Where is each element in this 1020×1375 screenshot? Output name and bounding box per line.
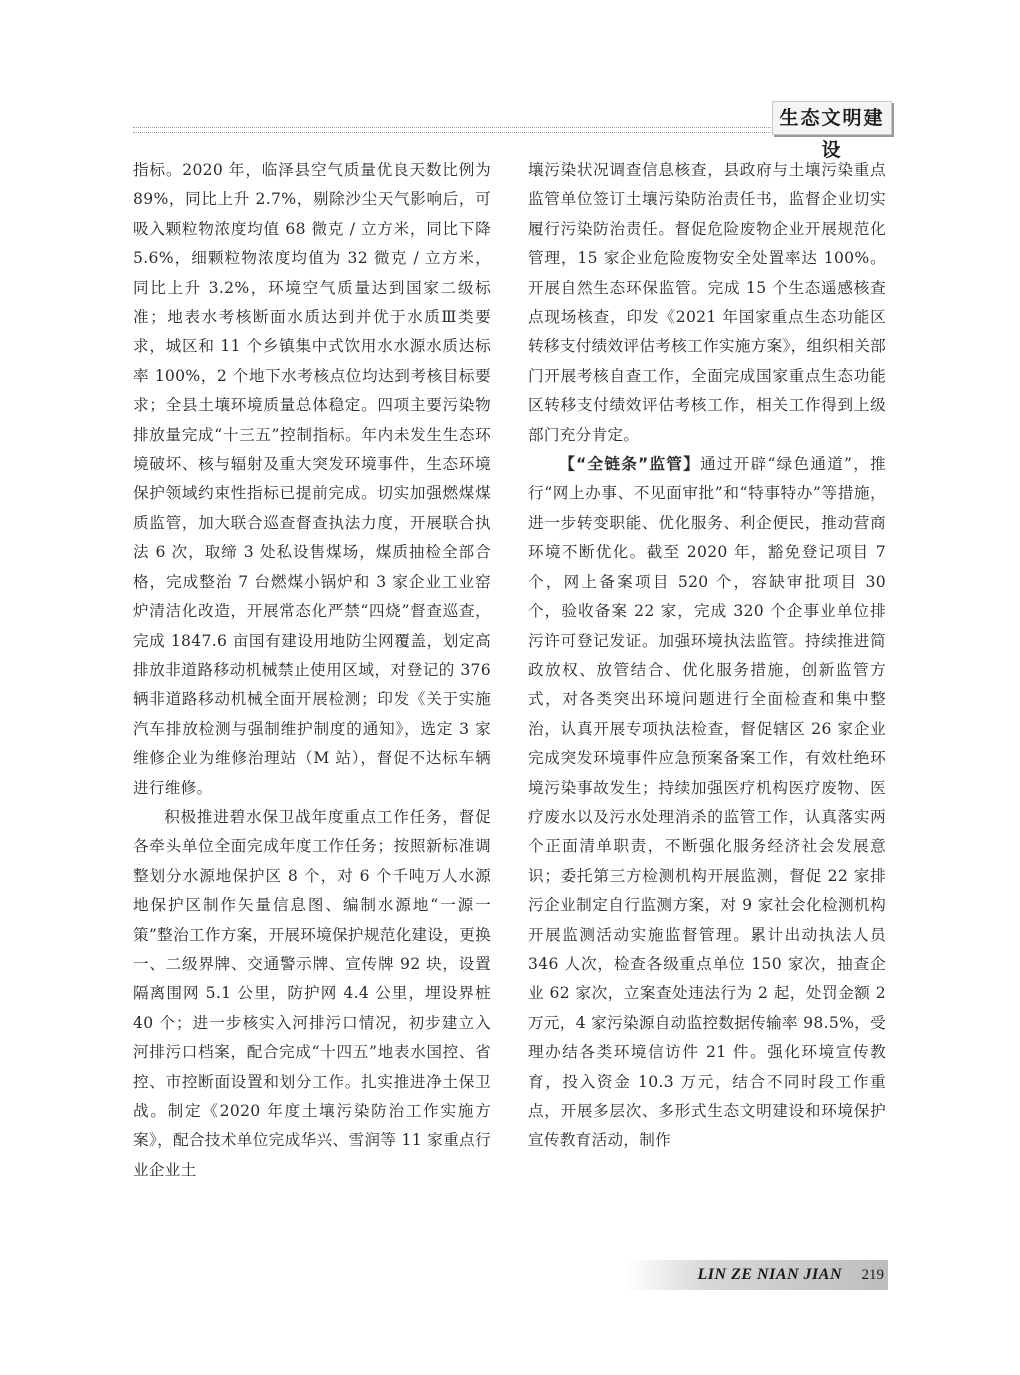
header-dotted-rule: [133, 127, 775, 133]
page-number: 219: [861, 1267, 884, 1283]
right-paragraph-2: [528, 450, 886, 1156]
right-paragraph-1: 壤污染状况调查信息核查，县政府与土壤污染重点监管单位签订土壤污染防治责任书，监督企业切实履行污染防治责任。督促危险废物企业开展规范化管理，15 家企业危险废物安全处置率达 100%。开展自然生态环保监管。完成 15 个生态遥感核查点现场核查，印发《2021 年国家重点生态功能区转移支付绩效评估考核工作实施方案》，组织相关部门开展考核自查工作，全面完成国家重点生态功能区转移支付绩效评估考核工作，相关工作得到上级部门充分肯定。: [528, 161, 886, 444]
subsection-body: 通过开辟“绿色通道”，推行“网上办事、不见面审批”和“特事特办”等措施，进一步转变职能、优化服务、利企便民，推动营商环境不断优化。截至 2020 年，豁免登记项目 7 个，网上备案项目 520 个，容缺审批项目 30 个，验收备案 22 家，完成 320 个企事业单位排污许可登记发证。加强环境执法监管。持续推进简政放权、放管结合、优化服务措施，创新监管方式，对各类突出环境问题进行全面检查和集中整治，认真开展专项执法检查，督促辖区 26 家企业完成突发环境事件应急预案备案工作，有效杜绝环境污染事故发生；持续加强医疗机构医疗废物、医疗废水以及污水处理消杀的监管工作，认真落实两个正面清单职责，不断强化服务经济社会发展意识；委托第三方检测机构开展监测，督促 22 家排污企业制定自行监测方案，对 9 家社会化检测机构开展监测活动实施监督管理。累计出动执法人员 346 人次，检查各级重点单位 150 家次，抽查企业 62 家次，立案查处违法行为 2 起，处罚金额 2 万元，4 家污染源自动监控数据传输率 98.5%，受理办结各类环境信访件 21 件。强化环境宣传教育，投入资金 10.3 万元，结合不同时段工作重点，开展多层次、多形式生态文明建设和环境保护宣传教育活动，制作: [528, 455, 886, 1150]
right-column: [528, 156, 886, 1156]
left-column: [133, 156, 491, 1185]
subsection-heading: 【“全链条”监管】: [559, 455, 701, 474]
running-title: LIN ZE NIAN JIAN: [697, 1266, 842, 1283]
footer-band: [626, 1260, 888, 1290]
left-paragraph-2: 积极推进碧水保卫战年度重点工作任务，督促各牵头单位全面完成年度工作任务；按照新标准调整划分水源地保护区 8 个，对 6 个千吨万人水源地保护区制作矢量信息图、编制水源地“一源一策”整治工作方案，开展环境保护规范化建设，更换一、二级界牌、交通警示牌、宣传牌 92 块，设置隔离围网 5.1 公里，防护网 4.4 公里，埋设界桩 40 个；进一步核实入河排污口情况，初步建立入河排污口档案，配合完成“十四五”地表水国控、省控、市控断面设置和划分工作。扎实推进净土保卫战。制定《2020 年度土壤污染防治工作实施方案》，配合技术单位完成华兴、雪润等 11 家重点行业企业土: [133, 807, 491, 1179]
section-title-tag: 生态文明建设: [772, 101, 892, 135]
left-paragraph-1: 指标。2020 年，临泽县空气质量优良天数比例为 89%，同比上升 2.7%，剔除沙尘天气影响后，可吸入颗粒物浓度均值 68 微克 / 立方米，同比下降 5.6%，细颗粒物浓度均值为 32 微克 / 立方米，同比上升 3.2%，环境空气质量达到国家二级标准；地表水考核断面水质达到并优于水质Ⅲ类要求，城区和 11 个乡镇集中式饮用水水源水质达标率 100%，2 个地下水考核点位均达到考核目标要求；全县土壤环境质量总体稳定。四项主要污染物排放量完成“十三五”控制指标。年内未发生生态环境破坏、核与辐射及重大突发环境事件，生态环境保护领域约束性指标已提前完成。切实加强燃煤煤质监管，加大联合巡查督查执法力度，开展联合执法 6 次，取缔 3 处私设售煤场，煤质抽检全部合格，完成整治 7 台燃煤小锅炉和 3 家企业工业窑炉清洁化改造，开展常态化严禁“四烧”督查巡查，完成 1847.6 亩国有建设用地防尘网覆盖，划定高排放非道路移动机械禁止使用区域，对登记的 376 辆非道路移动机械全面开展检测；印发《关于实施汽车排放检测与强制维护制度的通知》，选定 3 家维修企业为维修治理站（M 站），督促不达标车辆进行维修。: [133, 161, 491, 797]
